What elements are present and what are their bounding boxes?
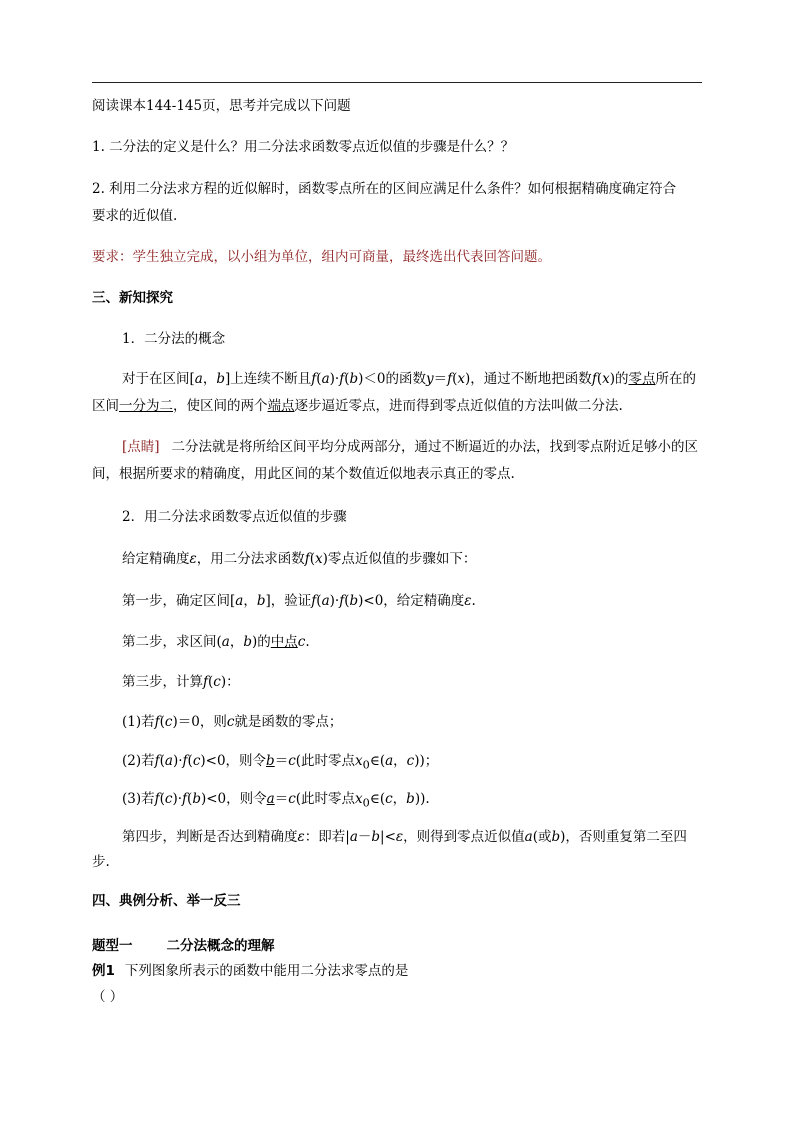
step-3-case-1: (1)若f(c)＝0，则c就是函数的零点； (122, 714, 343, 730)
subsection-2-title: 2．用二分法求函数零点近似值的步骤 (122, 509, 347, 525)
section-4-heading: 四、典例分析、举一反三 (92, 893, 241, 909)
step-2: 第二步，求区间(a，b)的中点c. (122, 634, 310, 650)
step-3-case-2: (2)若f(a)·f(c)<0，则令b＝c(此时零点$x_0\in(a$，c))； (122, 753, 439, 772)
steps-intro: 给定精确度ε，用二分法求函数f(x)零点近似值的步骤如下： (122, 551, 477, 567)
tip-line-1: [点睛] 二分法就是将所给区间平均分成两部分，通过不断逼近的办法，找到零点附近足够小的区 (122, 439, 699, 455)
definition-line-2: 区间一分为二，使区间的两个端点逐步逼近零点，进而得到零点近似值的方法叫做二分法. (92, 398, 623, 414)
step-4-line-2: 步. (92, 854, 110, 870)
example-1: 例1 下列图象所表示的函数中能用二分法求零点的是 (92, 963, 409, 979)
tip-line-2: 间，根据所要求的精确度，用此区间的某个数值近似地表示真正的零点. (92, 466, 515, 482)
step-3-case-3: (3)若f(c)·f(b)<0，则令a＝c(此时零点$x_0\in(c$，b)). (122, 791, 430, 810)
requirement-note: 要求：学生独立完成，以小组为单位，组内可商量，最终选出代表回答问题。 (92, 249, 551, 265)
definition-line-1: 对于在区间[a，b]上连续不断且f(a)·f(b)＜0的函数y＝f(x)，通过不断地把函数f(x)的零点所在的 (122, 371, 696, 387)
subsection-1-title: 1．二分法的概念 (122, 331, 226, 347)
question-1: 1. 二分法的定义是什么？用二分法求函数零点近似值的步骤是什么？？ (92, 139, 515, 155)
problem-type-heading: 题型一 二分法概念的理解 (92, 938, 275, 954)
section-3-heading: 三、新知探究 (92, 290, 173, 306)
question-2: 2. 利用二分法求方程的近似解时，函数零点所在的区间应满足什么条件？如何根据精确度确定符合 (92, 181, 677, 197)
step-3: 第三步，计算f(c)： (122, 674, 240, 690)
reading-intro: 阅读课本144-145页，思考并完成以下问题 (92, 98, 351, 114)
question-2-cont: 要求的近似值. (92, 208, 178, 224)
answer-parentheses: （ ） (92, 989, 124, 1005)
step-4-line-1: 第四步，判断是否达到精确度ε：即若|a－b|<ε，则得到零点近似值a(或b)，否则重复第二至四 (122, 829, 687, 845)
step-1: 第一步，确定区间[a，b]，验证f(a)·f(b)<0，给定精确度ε. (122, 593, 476, 609)
tip-label: [点睛] (122, 439, 160, 455)
header-rule (92, 82, 702, 83)
example-label: 例1 (92, 963, 115, 979)
